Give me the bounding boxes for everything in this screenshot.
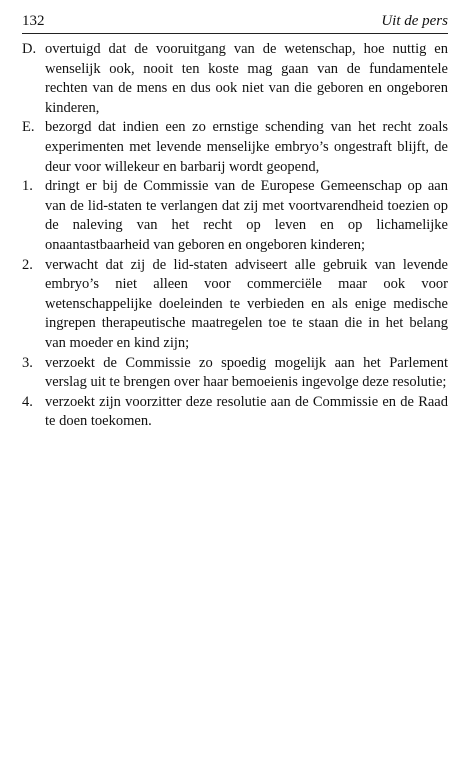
clause-e — [22, 118, 448, 177]
clause-marker: 4. — [22, 393, 33, 410]
clause-text: overtuigd dat de vooruitgang van de wetenschap, hoe nuttig en wenselijk ook, nooit ten koste mag gaan van de fundamentele rechten van de mens en dus ook niet van die geboren en ongeboren kinderen, — [45, 41, 448, 116]
clause-text: verzoekt zijn voorzitter deze resolutie aan de Commissie en de Raad te doen toekomen. — [45, 393, 448, 430]
header-rule — [22, 33, 448, 34]
clause-1 — [22, 177, 448, 255]
running-header — [22, 11, 448, 31]
clause-d — [22, 40, 448, 118]
clause-3 — [22, 354, 448, 393]
clause-marker: D. — [22, 41, 37, 57]
running-title: Uit de pers — [381, 13, 448, 29]
clause-marker: 3. — [22, 354, 33, 371]
clause-text: dringt er bij de Commissie van de Europese Gemeenschap op aan van de lid-staten te verlangen dat zij met voortvarendheid toezien op de naleving van het recht op leven en op lichamelijke onaantastbaarheid van geboren en ongeboren kinderen; — [45, 178, 448, 253]
clause-2 — [22, 256, 448, 354]
resolution-clauses — [22, 40, 448, 432]
clause-marker: 1. — [22, 178, 33, 195]
page-number: 132 — [22, 13, 45, 29]
clause-text: verwacht dat zij de lid-staten adviseert alle gebruik van levende embryo’s niet alleen voor commerciële maar ook voor wetenschappelijke doeleinden te verbieden en als enige medische ingrepen therapeutische maatregelen toe te staan die in het belang van moeder en kind zijn; — [45, 256, 448, 351]
clause-marker: 2. — [22, 256, 33, 273]
clause-4 — [22, 393, 448, 432]
clause-text: bezorgd dat indien een zo ernstige schending van het recht zoals experimenten met levende menselijke embryo’s ongestraft blijft, de deur voor willekeur en barbarij wordt geopend, — [45, 119, 448, 175]
clause-text: verzoekt de Commissie zo spoedig mogelijk aan het Parlement verslag uit te brengen over haar bemoeienis ingevolge deze resolutie; — [45, 354, 448, 391]
clause-marker: E. — [22, 119, 35, 136]
